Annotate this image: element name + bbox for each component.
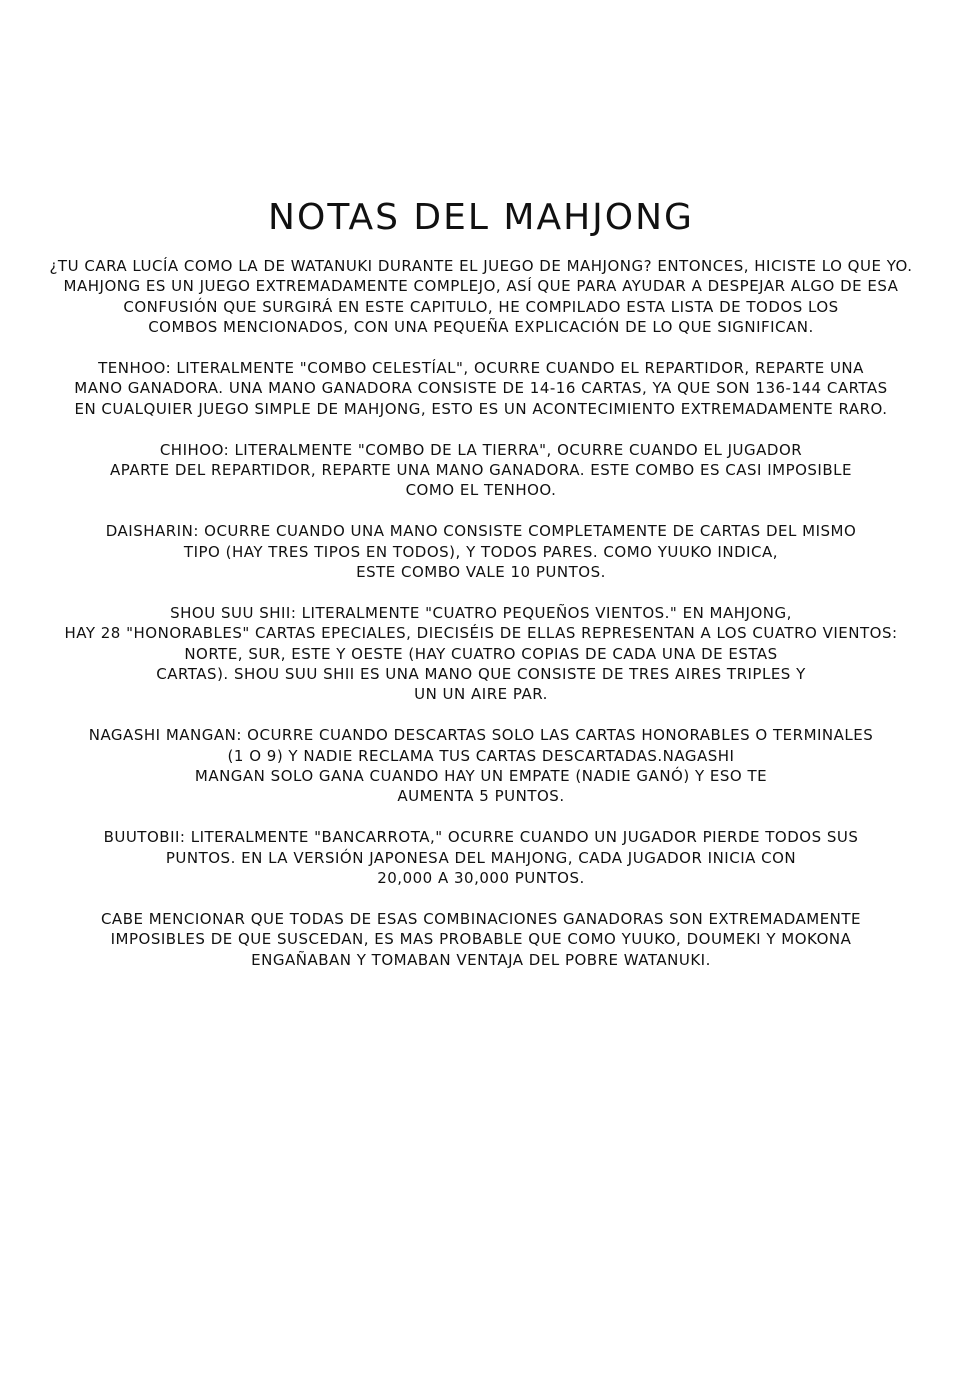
tenhoo-paragraph	[10, 358, 952, 419]
chihoo-paragraph	[10, 440, 952, 501]
text-line: ¿TU CARA LUCÍA COMO LA DE WATANUKI DURANTE EL JUEGO DE MAHJONG? ENTONCES, HICISTE LO QUE YO.	[49, 257, 913, 275]
text-line: CARTAS). SHOU SUU SHII ES UNA MANO QUE CONSISTE DE TRES AIRES TRIPLES Y	[156, 665, 806, 684]
text-line: MANGAN SOLO GANA CUANDO HAY UN EMPATE (NADIE GANÓ) Y ESO TE	[194, 767, 768, 786]
text-line: NAGASHI MANGAN: OCURRE CUANDO DESCARTAS SOLO LAS CARTAS HONORABLES O TERMINALES	[88, 726, 874, 745]
buutobii-paragraph	[10, 827, 952, 888]
text-line: CABE MENCIONAR QUE TODAS DE ESAS COMBINACIONES GANADORAS SON EXTREMADAMENTE	[100, 909, 862, 928]
text-line: ESTE COMBO VALE 10 PUNTOS.	[356, 563, 606, 582]
text-line: TENHOO: LITERALMENTE "COMBO CELESTÍAL", OCURRE CUANDO EL REPARTIDOR, REPARTE UNA	[98, 359, 864, 378]
text-line: EN CUALQUIER JUEGO SIMPLE DE MAHJONG, ESTO ES UN ACONTECIMIENTO EXTREMADAMENTE RARO.	[74, 399, 888, 418]
text-line: COMBOS MENCIONADOS, CON UNA PEQUEÑA EXPLICACIÓN DE LO QUE SIGNIFICAN.	[148, 318, 814, 337]
closing-paragraph	[10, 909, 952, 970]
daisharin-paragraph	[10, 521, 952, 582]
text-line: UN UN AIRE PAR.	[414, 685, 548, 704]
text-line: 20,000 A 30,000 PUNTOS.	[377, 869, 585, 888]
text-line: AUMENTA 5 PUNTOS.	[397, 787, 565, 806]
text-line: BUUTOBII: LITERALMENTE "BANCARROTA," OCURRE CUANDO UN JUGADOR PIERDE TODOS SUS	[103, 828, 859, 847]
intro-paragraph	[10, 256, 952, 338]
text-line: MAHJONG ES UN JUEGO EXTREMADAMENTE COMPLEJO, ASÍ QUE PARA AYUDAR A DESPEJAR ALGO DE ESA	[63, 277, 899, 296]
page-title: NOTAS DEL MAHJONG	[268, 197, 694, 238]
text-line: HAY 28 "HONORABLES" CARTAS EPECIALES, DIECISÉIS DE ELLAS REPRESENTAN A LOS CUATRO VIENTOS:	[64, 624, 898, 643]
text-line: (1 O 9) Y NADIE RECLAMA TUS CARTAS DESCARTADAS.NAGASHI	[227, 746, 735, 765]
text-line: TIPO (HAY TRES TIPOS EN TODOS), Y TODOS PARES. COMO YUUKO INDICA,	[183, 542, 779, 561]
text-line: ENGAÑABAN Y TOMABAN VENTAJA DEL POBRE WATANUKI.	[251, 950, 711, 969]
shou-suu-shii-paragraph	[10, 603, 952, 705]
text-line: MANO GANADORA. UNA MANO GANADORA CONSISTE DE 14-16 CARTAS, YA QUE SON 136-144 CARTAS	[74, 379, 888, 398]
text-line: IMPOSIBLES DE QUE SUSCEDAN, ES MAS PROBABLE QUE COMO YUUKO, DOUMEKI Y MOKONA	[110, 930, 852, 949]
text-line: CHIHOO: LITERALMENTE "COMBO DE LA TIERRA", OCURRE CUANDO EL JUGADOR	[159, 440, 803, 459]
text-line: PUNTOS. EN LA VERSIÓN JAPONESA DEL MAHJONG, CADA JUGADOR INICIA CON	[165, 848, 797, 867]
text-line: APARTE DEL REPARTIDOR, REPARTE UNA MANO GANADORA. ESTE COMBO ES CASI IMPOSIBLE	[109, 461, 852, 480]
text-line: SHOU SUU SHII: LITERALMENTE "CUATRO PEQUEÑOS VIENTOS." EN MAHJONG,	[170, 603, 792, 622]
nagashi-mangan-paragraph	[10, 725, 952, 807]
text-line: CONFUSIÓN QUE SURGIRÁ EN ESTE CAPITULO, HE COMPILADO ESTA LISTA DE TODOS LOS	[123, 297, 839, 316]
text-line: NORTE, SUR, ESTE Y OESTE (HAY CUATRO COPIAS DE CADA UNA DE ESTAS	[184, 644, 778, 663]
notes-body	[10, 256, 952, 991]
text-line: COMO EL TENHOO.	[405, 481, 557, 500]
text-line: DAISHARIN: OCURRE CUANDO UNA MANO CONSISTE COMPLETAMENTE DE CARTAS DEL MISMO	[105, 522, 857, 541]
